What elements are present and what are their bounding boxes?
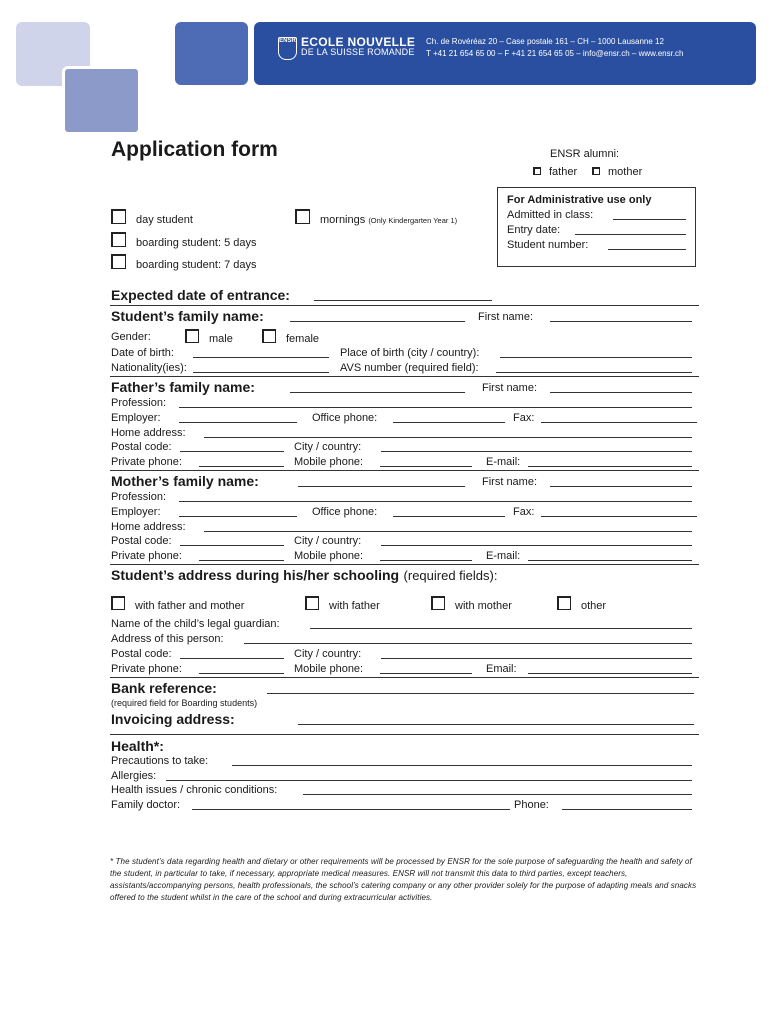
female-label: female <box>286 333 320 345</box>
guardian-mobile-phone-label: Mobile phone: <box>294 663 364 675</box>
mother-first-name-label: First name: <box>482 476 538 488</box>
brand-subtitle: DE LA SUISSE ROMANDE <box>301 47 415 57</box>
invoicing-address-field[interactable] <box>298 724 694 725</box>
header-banner <box>254 22 756 85</box>
option-mornings[interactable] <box>295 209 457 226</box>
admin-student-number-field[interactable] <box>608 249 686 250</box>
schooling-address-heading <box>111 567 497 585</box>
boarding-5-checkbox[interactable] <box>111 232 126 247</box>
alumni-mother-checkbox[interactable] <box>592 167 600 175</box>
mother-city-label: City / country: <box>294 535 362 547</box>
father-mobile-phone-label: Mobile phone: <box>294 456 364 468</box>
allergies-label: Allergies: <box>111 770 157 782</box>
expected-date-label: Expected date of entrance: <box>111 287 290 303</box>
mornings-label: mornings <box>320 214 366 226</box>
mother-office-phone-label: Office phone: <box>312 506 378 518</box>
father-home-address-label: Home address: <box>111 427 186 439</box>
page-title: Application form <box>111 138 278 161</box>
logo-text: ENSR <box>279 38 296 44</box>
dob-field[interactable] <box>193 357 329 358</box>
with-mother-label: with mother <box>455 600 512 612</box>
father-office-phone-label: Office phone: <box>312 412 378 424</box>
father-city-label: City / country: <box>294 441 362 453</box>
guardian-mobile-phone-field[interactable] <box>380 673 472 674</box>
guardian-label: Name of the child’s legal guardian: <box>111 618 280 630</box>
father-family-name-field[interactable] <box>290 392 465 393</box>
mother-family-name-label: Mother’s family name: <box>111 473 259 489</box>
male-checkbox[interactable] <box>185 329 199 343</box>
address-line-2: T +41 21 654 65 00 – F +41 21 654 65 05 – info@ensr.ch – www.ensr.ch <box>426 49 684 58</box>
guardian-postal-code-label: Postal code: <box>111 648 172 660</box>
gender-label: Gender: <box>111 331 151 343</box>
father-employer-label: Employer: <box>111 412 161 424</box>
health-issues-label: Health issues / chronic conditions: <box>111 784 278 796</box>
mother-first-name-field[interactable] <box>550 486 692 487</box>
bank-reference-field[interactable] <box>267 693 694 694</box>
expected-date-field[interactable] <box>314 300 492 301</box>
decor-square-blue <box>175 22 248 85</box>
alumni-father-checkbox[interactable] <box>533 167 541 175</box>
invoicing-address-label: Invoicing address: <box>111 711 235 727</box>
mother-mobile-phone-label: Mobile phone: <box>294 550 364 562</box>
guardian-postal-code-field[interactable] <box>180 658 284 659</box>
mother-home-address-label: Home address: <box>111 521 186 533</box>
father-email-label: E-mail: <box>486 456 521 468</box>
mother-profession-label: Profession: <box>111 491 167 503</box>
male-label: male <box>209 333 233 345</box>
schooling-address-suffix: (required fields): <box>403 568 498 583</box>
option-boarding-7[interactable] <box>111 254 256 271</box>
mother-fax-label: Fax: <box>513 506 535 518</box>
father-family-name-label: Father’s family name: <box>111 379 255 395</box>
bank-reference-label: Bank reference: <box>111 680 217 696</box>
with-mother-checkbox[interactable] <box>431 596 445 610</box>
gender-female-option[interactable] <box>262 329 319 345</box>
school-logo-icon <box>278 37 297 60</box>
health-issues-field[interactable] <box>303 794 692 795</box>
mother-private-phone-label: Private phone: <box>111 550 182 562</box>
mother-employer-field[interactable] <box>179 516 297 517</box>
student-family-name-field[interactable] <box>290 321 465 322</box>
mother-postal-code-field[interactable] <box>180 545 284 546</box>
mother-email-label: E-mail: <box>486 550 521 562</box>
guardian-city-field[interactable] <box>381 658 692 659</box>
precautions-label: Precautions to take: <box>111 755 209 767</box>
dob-label: Date of birth: <box>111 347 174 359</box>
section-divider <box>110 470 699 471</box>
guardian-address-label: Address of this person: <box>111 633 224 645</box>
mother-fax-field[interactable] <box>541 516 697 517</box>
mother-postal-code-label: Postal code: <box>111 535 172 547</box>
admin-admitted-field[interactable] <box>613 219 686 220</box>
gender-male-option[interactable] <box>185 329 233 345</box>
father-fax-label: Fax: <box>513 412 535 424</box>
nationality-label: Nationality(ies): <box>111 362 187 374</box>
father-profession-field[interactable] <box>179 407 692 408</box>
bank-reference-note: (required field for Boarding students) <box>111 698 258 708</box>
option-day-student[interactable] <box>111 209 193 226</box>
precautions-field[interactable] <box>232 765 692 766</box>
mother-email-field[interactable] <box>528 560 692 561</box>
mother-employer-label: Employer: <box>111 506 161 518</box>
guardian-city-label: City / country: <box>294 648 362 660</box>
health-title: Health*: <box>111 738 164 754</box>
doctor-phone-label: Phone: <box>514 799 549 811</box>
father-city-field[interactable] <box>381 451 692 452</box>
father-first-name-field[interactable] <box>550 392 692 393</box>
father-private-phone-label: Private phone: <box>111 456 182 468</box>
mother-private-phone-field[interactable] <box>199 560 284 561</box>
father-fax-field[interactable] <box>541 422 697 423</box>
female-checkbox[interactable] <box>262 329 276 343</box>
admin-admitted-label: Admitted in class: <box>507 209 594 221</box>
guardian-email-field[interactable] <box>528 673 692 674</box>
brand-name: ECOLE NOUVELLE <box>301 35 416 49</box>
boarding-7-checkbox[interactable] <box>111 254 126 269</box>
mother-city-field[interactable] <box>381 545 692 546</box>
father-office-phone-field[interactable] <box>393 422 505 423</box>
allergies-field[interactable] <box>166 780 692 781</box>
alumni-mother-option[interactable] <box>592 166 642 178</box>
admin-box <box>497 187 696 267</box>
alumni-father-option[interactable] <box>533 166 577 178</box>
guardian-address-field[interactable] <box>244 643 692 644</box>
father-profession-label: Profession: <box>111 397 167 409</box>
section-divider <box>110 564 699 565</box>
mother-family-name-field[interactable] <box>298 486 465 487</box>
address-both-option[interactable] <box>111 596 244 612</box>
other-label: other <box>581 600 607 612</box>
avs-label: AVS number (required field): <box>340 362 479 374</box>
option-boarding-5[interactable] <box>111 232 256 249</box>
address-other-option[interactable] <box>557 596 606 612</box>
admin-entry-field[interactable] <box>575 234 686 235</box>
privacy-footnote: * The student’s data regarding health and dietary or other requirements will be processed by ENSR for the sole purpose of safeguarding the health and safety of the student, in particular to take, if necessary, appropriate medical measures. ENSR will not transmit this data to third parties, except teachers, assistants/accompanying persons, health professionals, the school’s catering company or any other provider solely for the purpose of adapting meals and snacks offered to the student whilst in the care of the school and during extracurricular activities. <box>110 857 697 902</box>
father-private-phone-field[interactable] <box>199 466 284 467</box>
father-mobile-phone-field[interactable] <box>380 466 472 467</box>
section-divider <box>110 734 699 735</box>
student-first-name-field[interactable] <box>550 321 692 322</box>
doctor-phone-field[interactable] <box>562 809 692 810</box>
school-address <box>426 36 683 60</box>
decor-square-mid <box>62 66 141 135</box>
mornings-note: (Only Kindergarten Year 1) <box>368 216 458 225</box>
boarding-5-label: boarding student: 5 days <box>136 237 257 249</box>
pob-field[interactable] <box>500 357 692 358</box>
family-doctor-label: Family doctor: <box>111 799 181 811</box>
with-father-label: with father <box>329 600 380 612</box>
mornings-checkbox[interactable] <box>295 209 310 224</box>
section-divider <box>110 305 699 306</box>
father-home-address-field[interactable] <box>204 437 692 438</box>
other-checkbox[interactable] <box>557 596 571 610</box>
day-student-label: day student <box>136 214 193 226</box>
father-first-name-label: First name: <box>482 382 538 394</box>
alumni-mother-label: mother <box>608 166 643 178</box>
schooling-address-title: Student’s address during his/her schooling <box>111 567 400 583</box>
father-postal-code-label: Postal code: <box>111 441 172 453</box>
address-mother-option[interactable] <box>431 596 512 612</box>
admin-title: For Administrative use only <box>507 194 652 206</box>
guardian-email-label: Email: <box>486 663 517 675</box>
section-divider <box>110 677 699 678</box>
both-parents-checkbox[interactable] <box>111 596 125 610</box>
mother-profession-field[interactable] <box>179 501 692 502</box>
guardian-private-phone-field[interactable] <box>199 673 284 674</box>
pob-label: Place of birth (city / country): <box>340 347 480 359</box>
address-father-option[interactable] <box>305 596 380 612</box>
nationality-field[interactable] <box>193 372 329 373</box>
father-email-field[interactable] <box>528 466 692 467</box>
guardian-private-phone-label: Private phone: <box>111 663 182 675</box>
alumni-label: ENSR alumni: <box>550 148 620 160</box>
guardian-field[interactable] <box>310 628 692 629</box>
both-parents-label: with father and mother <box>135 600 245 612</box>
alumni-father-label: father <box>549 166 578 178</box>
address-line-1: Ch. de Rovéréaz 20 – Case postale 161 – CH – 1000 Lausanne 12 <box>426 37 664 46</box>
mother-office-phone-field[interactable] <box>393 516 505 517</box>
mother-home-address-field[interactable] <box>204 531 692 532</box>
avs-field[interactable] <box>496 372 692 373</box>
student-first-name-label: First name: <box>478 311 534 323</box>
father-employer-field[interactable] <box>179 422 297 423</box>
day-student-checkbox[interactable] <box>111 209 126 224</box>
admin-entry-label: Entry date: <box>507 224 561 236</box>
student-family-name-label: Student’s family name: <box>111 308 264 324</box>
with-father-checkbox[interactable] <box>305 596 319 610</box>
boarding-7-label: boarding student: 7 days <box>136 259 257 271</box>
section-divider <box>110 376 699 377</box>
admin-student-number-label: Student number: <box>507 239 589 251</box>
father-postal-code-field[interactable] <box>180 451 284 452</box>
family-doctor-field[interactable] <box>192 809 510 810</box>
mother-mobile-phone-field[interactable] <box>380 560 472 561</box>
